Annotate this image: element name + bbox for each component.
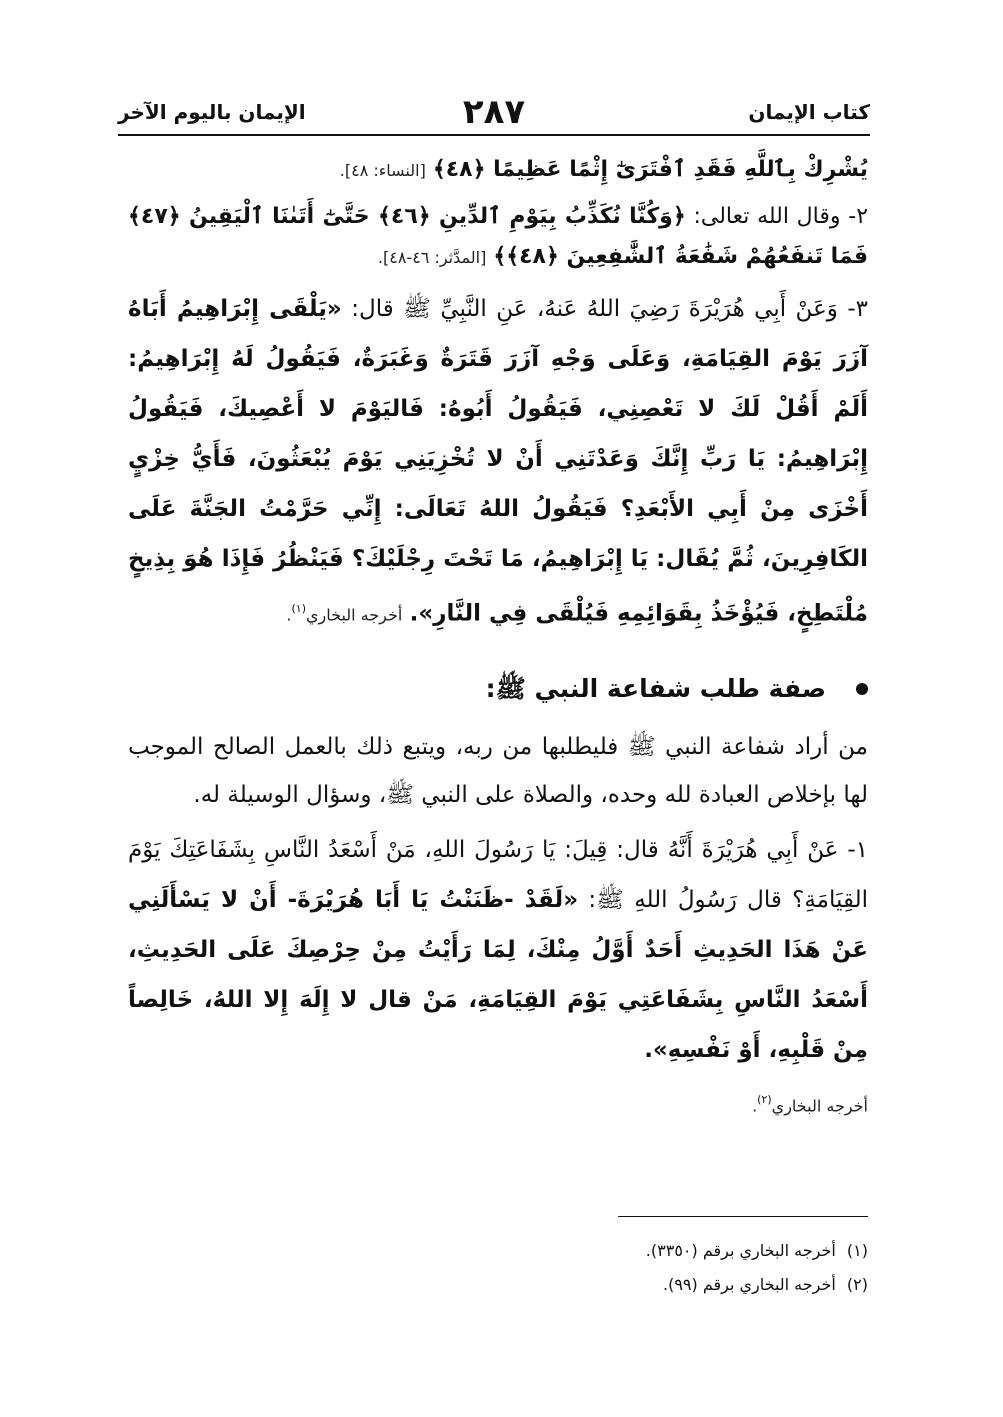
book-title: كتاب الإيمان — [748, 100, 870, 124]
footnote-rule — [618, 1216, 868, 1217]
footnote-text: أخرجه البخاري برقم (٩٩). — [662, 1275, 836, 1294]
item-1: ١- عَنْ أَبِي هُرَيْرَةَ أَنَّهُ قال: قِيلَ: يَا رَسُولَ اللهِ، مَنْ أَسْعَدُ النَّاسِ بِشَفَاعَتِكَ يَوْمَ القِيَامَةِ؟ قال رَسُولُ اللهِ ﷺ: «لَقَدْ -ظَنَنْتُ يَا أَبَا هُرَيْرَةَ- أَنْ لا يَسْأَلَنِي عَنْ هَذَا الحَدِيثِ أَحَدٌ أَوَّلُ مِنْكَ، لِمَا رَأَيْتُ مِنْ حِرْصِكَ عَلَى الحَدِيثِ، أَسْعَدُ النَّاسِ بِشَفَاعَتِي يَوْمَ القِيَامَةِ، مَنْ قال لا إِلَهَ إِلا اللهُ، خَالِصاً مِنْ قَلْبِهِ، أَوْ نَفْسِهِ». أخرجه البخاري$^{(٢)}$. — [128, 836, 869, 1116]
item-number: ١- — [847, 836, 869, 863]
item-intro: وقال الله تعالى: — [693, 204, 841, 229]
hadith-source: أخرجه البخاري — [305, 605, 403, 625]
footnote-ref: (٢) — [757, 1092, 772, 1106]
page-body — [128, 150, 868, 1137]
section-heading-text: صفة طلب شفاعة النبي ﷺ: — [485, 673, 826, 703]
narrator-chain: وَعَنْ أَبِي هُرَيْرَةَ رَضِيَ اللهُ عَنهُ، عَنِ النَّبِيِّ ﷺ قال: — [351, 296, 838, 322]
item-3: ٣- وَعَنْ أَبِي هُرَيْرَةَ رَضِيَ اللهُ عَنهُ، عَنِ النَّبِيِّ ﷺ قال: «يَلْقَى إِبْرَاهِيمُ أَبَاهُ آزَرَ يَوْمَ القِيَامَةِ، وَعَلَى وَجْهِ آزَرَ قَتَرَةٌ وَغَبَرَةٌ، فَيَقُولُ لَهُ إِبْرَاهِيمُ: أَلَمْ أَقُلْ لَكَ لا تَعْصِنِي، فَيَقُولُ أَبُوهُ: فَاليَوْمَ لا أَعْصِيكَ، فَيَقُولُ إِبْرَاهِيمُ: يَا رَبِّ إِنَّكَ وَعَدْتَنِي أَنْ لا تُخْزِيَنِي يَوْمَ يُبْعَثُونَ، فَأَيُّ خِزْيٍ أَخْزَى مِنْ أَبِي الأَبْعَدِ؟ فَيَقُولُ اللهُ تَعَالَى: إِنِّي حَرَّمْتُ الجَنَّةَ عَلَى الكَافِرِينَ، ثُمَّ يُقَال: يَا إِبْرَاهِيمُ، مَا تَحْتَ رِجْلَيْكَ؟ فَيَنْظُرُ فَإِذَا هُوَ بِذِيخٍ مُلْتَطِخٍ، فَيُؤْخَذُ بِقَوَائِمِهِ فَيُلْقَى فِي النَّارِ». أخرجه البخاري$^{(١)}$. — [128, 296, 869, 627]
verse-citation: [المدَّثر: ٤٦-٤٨]. — [377, 248, 487, 267]
item-number: ٢- — [848, 204, 869, 229]
hadith-text: «لَقَدْ -ظَنَنْتُ يَا أَبَا هُرَيْرَةَ- أَنْ لا يَسْأَلَنِي عَنْ هَذَا الحَدِيثِ أَحَدٌ أَوَّلُ مِنْكَ، لِمَا رَأَيْتُ مِنْ حِرْصِكَ عَلَى الحَدِيثِ، أَسْعَدُ النَّاسِ بِشَفَاعَتِي يَوْمَ القِيَامَةِ، مَنْ قال لا إِلَهَ إِلا اللهُ، خَالِصاً مِنْ قَلْبِهِ، أَوْ نَفْسِهِ». — [128, 886, 868, 1063]
footnote-text: أخرجه البخاري برقم (٣٣٥٠). — [645, 1241, 836, 1260]
item-number: ٣- — [847, 296, 869, 322]
hadith-text: «يَلْقَى إِبْرَاهِيمُ أَبَاهُ آزَرَ يَوْمَ القِيَامَةِ، وَعَلَى وَجْهِ آزَرَ قَتَرَةٌ وَغَبَرَةٌ، فَيَقُولُ لَهُ إِبْرَاهِيمُ: أَلَمْ أَقُلْ لَكَ لا تَعْصِنِي، فَيَقُولُ أَبُوهُ: فَاليَوْمَ لا أَعْصِيكَ، فَيَقُولُ إِبْرَاهِيمُ: يَا رَبِّ إِنَّكَ وَعَدْتَنِي أَنْ لا تُخْزِيَنِي يَوْمَ يُبْعَثُونَ، فَأَيُّ خِزْيٍ أَخْزَى مِنْ أَبِي الأَبْعَدِ؟ فَيَقُولُ اللهُ تَعَالَى: إِنِّي حَرَّمْتُ الجَنَّةَ عَلَى الكَافِرِينَ، ثُمَّ يُقَال: يَا إِبْرَاهِيمُ، مَا تَحْتَ رِجْلَيْكَ؟ فَيَنْظُرُ فَإِذَا هُوَ بِذِيخٍ مُلْتَطِخٍ، فَيُؤْخَذُ بِقَوَائِمِهِ فَيُلْقَى فِي النَّارِ». — [128, 296, 868, 627]
footnote-number: (٢) — [846, 1275, 868, 1294]
quran-verse: يُشْرِكْ بِٱللَّهِ فَقَدِ ٱفْتَرَىٰٓ إِثْمًا عَظِيمًا ﴿٤٨﴾ — [432, 157, 868, 182]
chapter-title: الإيمان باليوم الآخر — [118, 100, 306, 124]
verse-continuation — [128, 150, 868, 191]
quran-verse: ﴿وَكُنَّا نُكَذِّبُ بِيَوْمِ ٱلدِّينِ ﴿٤٦﴾ حَتَّىٰٓ أَتَىٰنَا ٱلْيَقِينُ ﴿٤٧﴾ فَمَا تَنفَعُهُمْ شَفَٰعَةُ ٱلشَّٰفِعِينَ ﴿٤٨﴾﴾ — [128, 204, 868, 269]
page-number: ٢٨٧ — [462, 92, 526, 132]
bullet-icon — [856, 683, 868, 695]
footnote — [300, 1270, 868, 1300]
running-header — [118, 92, 870, 132]
footnote-number: (١) — [846, 1241, 868, 1260]
hadith-source: أخرجه البخاري — [771, 1096, 868, 1116]
narrator-chain: عَنْ أَبِي هُرَيْرَةَ أَنَّهُ قال: قِيلَ: يَا رَسُولَ اللهِ، مَنْ أَسْعَدُ النَّاسِ بِشَفَاعَتِكَ يَوْمَ القِيَامَةِ؟ قال رَسُولُ اللهِ ﷺ: — [128, 836, 868, 913]
footnote — [300, 1236, 868, 1266]
section-heading — [128, 669, 868, 709]
item-2 — [128, 197, 868, 278]
section-paragraph: من أراد شفاعة النبي ﷺ فليطلبها من ربه، ويتبع ذلك بالعمل الصالح الموجب لها بإخلاص العبادة لله وحده، والصلاة على النبي ﷺ، وسؤال الوسيلة له. — [128, 733, 868, 808]
footnotes — [300, 1236, 868, 1304]
header-rule — [118, 134, 870, 136]
verse-citation: [النساء: ٤٨]. — [339, 161, 426, 180]
footnote-ref: (١) — [291, 602, 306, 615]
